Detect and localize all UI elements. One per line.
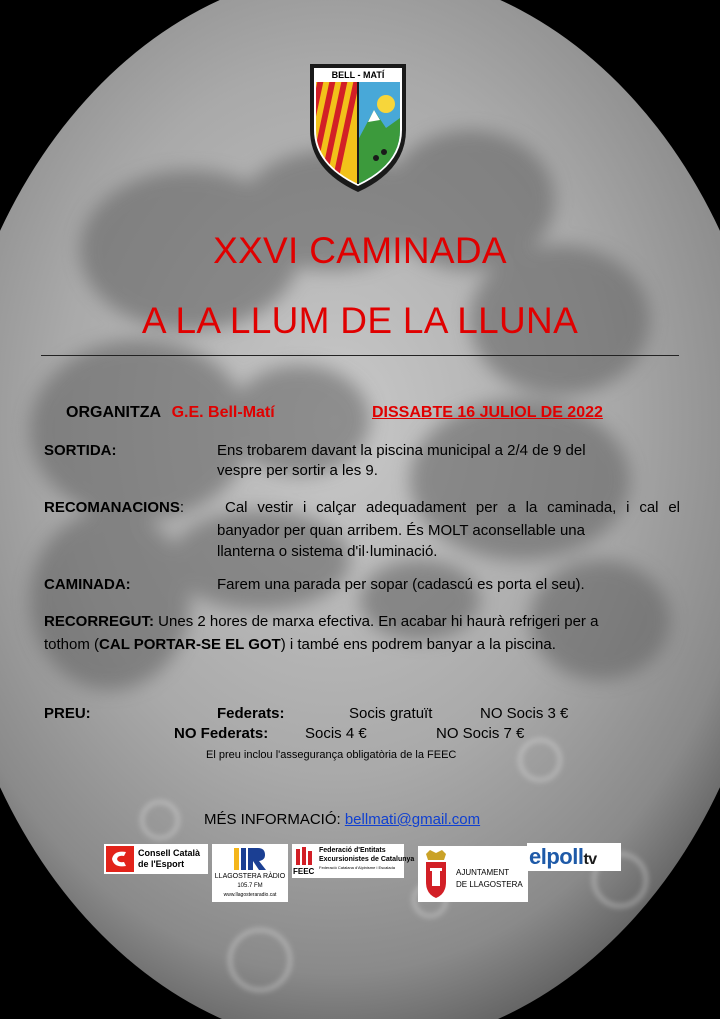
email-link[interactable]: bellmati@gmail.com [344,811,481,828]
crest-text: BELL - MATÍ [331,70,385,80]
ajuntament-logo [418,846,528,902]
radio-name: LLAGOSTERA RÀDIO [214,873,286,880]
no-federats-no-socis: NO Socis 7 € [436,725,525,742]
preu-label: PREU: [44,705,91,722]
sortida-label: SORTIDA: [44,442,117,459]
recomanacions-label: RECOMANACIONS [44,499,180,516]
feec-line-1: Federació d'Entitats [319,847,386,854]
elpoll-wordmark [529,844,597,873]
recorregut-line-2 [44,635,556,655]
ajuntament-crest-icon [422,848,450,900]
elpoll-text: elpoll [529,844,584,869]
info-label: MÉS INFORMACIÓ: [204,811,345,828]
event-date: DISSABTE 16 JULIOL DE 2022 [372,404,603,421]
organizer-name: G.E. Bell-Matí [171,404,275,421]
bell-mati-crest [306,60,410,194]
radio-web: www.llagosteraradio.cat [223,892,277,898]
feec-abbr: FEEC [293,867,315,876]
feec-line-3: Federació Catalana d'Alpinisme i Escalada [319,865,395,870]
recomanacions-line-1: Cal vestir i calçar adequadament per a la caminada, i cal el [225,499,680,516]
elpoll-tv-text: tv [583,851,597,868]
consell-mark-icon [106,846,134,872]
sortida-line-2: vespre per sortir a les 9. [217,462,378,479]
consell-catala-logo [104,844,208,874]
title-divider [41,355,679,356]
consell-line-2: de l'Esport [138,859,185,869]
organitza-row [66,403,275,423]
radio-freq: 105.7 FM [237,883,263,889]
recorregut-text-2a: tothom ( [44,636,100,653]
info-row [204,810,480,830]
recorregut-line-1 [44,612,598,632]
title-line-2: A LA LLUM DE LA LLUNA [141,300,579,341]
recorregut-highlight: CAL PORTAR-SE EL GOT [99,636,281,653]
elpoll-tv-logo [527,843,621,871]
recomanacions-line-2: banyador per quan arribem. És MOLT aconsellable una [217,522,585,539]
organitza-label: ORGANITZA [66,404,162,421]
federats-socis: Socis gratuït [349,705,433,722]
recorregut-label: RECORREGUT: [44,613,155,630]
ajuntament-line-1: AJUNTAMENT [456,868,510,877]
no-federats-label: NO Federats: [174,725,269,742]
preu-note: El preu inclou l'assegurança obligatòria de la FEEC [206,749,457,761]
caminada-text: Farem una parada per sopar (cadascú es porta el seu). [217,576,585,593]
recomanacions-line-3: llanterna o sistema d'il·luminació. [217,543,438,560]
title-line-1: XXVI CAMINADA [213,230,507,271]
feec-mark-icon [294,845,316,867]
sortida-line-1: Ens trobarem davant la piscina municipal a 2/4 de 9 del [217,442,586,459]
no-federats-socis: Socis 4 € [305,725,367,742]
recomanacions-colon: : [179,499,185,516]
federats-label: Federats: [217,705,285,722]
llagostera-radio-logo [212,844,288,902]
recorregut-text-2c: ) i també ens podrem banyar a la piscina. [280,636,556,653]
caminada-label: CAMINADA: [44,576,131,593]
feec-line-2: Excursionistes de Catalunya [319,856,415,863]
federats-no-socis: NO Socis 3 € [480,705,569,722]
radio-mark-icon [232,846,268,872]
feec-logo [292,844,415,878]
consell-line-1: Consell Català [138,848,201,858]
recorregut-text-1: Unes 2 hores de marxa efectiva. En acabar hi haurà refrigeri per a [154,613,599,630]
ajuntament-line-2: DE LLAGOSTERA [456,880,523,889]
